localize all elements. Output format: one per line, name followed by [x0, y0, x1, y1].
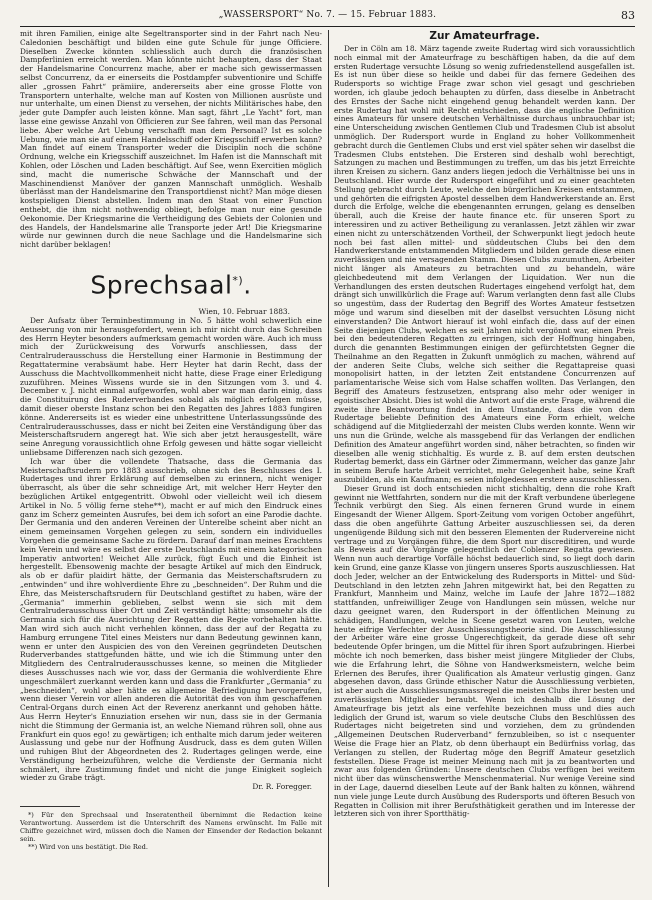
letter-paragraph-1: Der Aufsatz über Terminbestimmung in No. 5 hätte wohl schwerlich eine Aeusserung von mir herausgefordert, wenn ich mir nicht durch das Schreiben des Herrn Heyter besonders aufmerksam gemacht worden wäre. Auch ich muss mich der Zurückweisung des Vorwurfs anschliessen, dass der Centralruderausschuss die Herstellung einer Harmonie in Bestimmung der Regattatermine verabsäumt habe. Herr Heyter hat darin Recht, dass der Ausschuss die Machtvollkommenheit nicht hatte, diese Frage einer Erledigung zuzuführen. Meines Wissens wurde sie in den Sitzungen vom 3. und 4. December v. J. nicht einmal aufgeworfen, wohl aber war man darin einig, dass die Constituirung des Ruderverbandes sobald als möglich erfolgen müsse, damit dieser oberste Instanz schon bei den Regatten des Jahres 1883 fungiren könne. Andererseits ist es wieder eine unbestrittene Unterlassungssünde des Centralruderausschusses, dass er nicht bei Zeiten eine Verständigung über das Meisterschaftsrudern angeregt hat. Wie sich aber jetzt herausgestellt, wäre seine Anregung voraussichtlich ohne Erfolg gewesen und hätte sogar vielleicht unliebsame Differenzen nach sich gezogen. [20, 316, 322, 457]
footnote-mark: *) [232, 273, 244, 287]
article-paragraph-1: Der in Cöln am 18. März tagende zweite Rudertag wird sich voraussichtlich noch einmal mit der Amateurfrage zu beschäftigen haben, da die auf dem ersten Rudertage versuchte Lösung so wenig zufriedenstellend ausgefallen ist. Es ist nun über diese so heikle und dabei für das fernere Gedeihen des Rudersports so wichtige Frage zwar schon viel gesagt und geschrieben worden, ich glaube jedoch behaupten zu dürfen, dass dieselbe in Anbetracht des Ernstes der Sache nicht eingehend genug behandelt werden kann. Der erste Rudertag hat wohl mit Recht entschieden, dass die englische Definition eines Amateurs für unsere deutschen Verhältnisse durchaus unbrauchbar ist; eine Unterscheidung zwischen Gentlemen Club und Tradesmen Club ist absolut unmöglich. Der Rudersport wurde in England zu hoher Vollkommenheit gebracht durch die Gentlemen Clubs und erst viel später sehen wir daselbst die Tradesmen Clubs entstehen. Die Ersteren sind deshalb wohl berechtigt, Satzungen zu machen und Bestimmungen zu treffen, um das bis jetzt Erreichte ihren Kreisen zu sichern. Ganz anders liegen jedoch die Verhältnisse bei uns in Deutschland. Hier wurde der Rudersport eingeführt und zu einer geachteten Stellung gebracht durch Leute, welche den bürgerlichen Kreisen entstammen, und gehörten die eifrigsten Apostel desselben dem Handwerkerstande an. Erst durch die Erfolge, welche die ebengenannten errungen, gelang es denselben überall, auch die Kreise der haute finance etc. für unseren Sport zu interessiren und zu activer Betheiligung zu veranlassen. Jetzt zählen wir zwar einen nicht zu unterschätzenden Vortheil, der Schwerpunkt liegt jedoch heute noch bei fast allen mittel- und süddeutschen Clubs bei den dem Handwerkerstande entstammenden Mitgliedern und bilden gerade diese einen zuverlässigen und nie versagenden Stamm. Diesen Clubs zuzumuthen, Arbeiter nicht länger als Amateurs zu betrachten und zu behandeln, wäre gleichbedeutend mit dem Verlangen der Liquidation. Wer nun die Verhandlungen des ersten deutschen Rudertages eingehend verfolgt hat, dem drängt sich unwillkürlich die Frage auf: Warum verlangten denn fast alle Clubs so ungestüm, dass der Rudertag den Begriff des Wortes Amateur festsetzen möge und warum sind dieselben mit der daselbst versuchten Lösung nicht einverstanden? Die Antwort hierauf ist wohl einfach die, dass auf der einen Seite diejenigen Clubs, welchen es seit Jahren nicht vergönnt war, einen Preis bei den bedeutenderen Regatten zu erringen, sich der Hoffnung hingaben, durch die genannten Bestimmungen einigen der gefürchtetsten Gegner die Theilnahme an den Regatten in Zukunft unmöglich zu machen, während auf der anderen Seite Clubs, welche sich seither die Regattapreise quasi monopolisirt hatten, in der letzten Zeit entstandene Concurrenzen auf parlamentarische Weise sich vom Halse schaffen wollten. Das Verlangen, den Begriff des Amateurs festzusetzen, entsprang also mehr oder weniger in egoistischer Absicht. Dies ist wohl die Antwort auf die erste Frage, während die zweite ihre Beantwortung findet in dem Umstande, dass die von dem Rudertage beliebte Definition des Amateurs eine Form erhielt, welche schädigend auf die Mitgliederzahl der meisten Clubs werden konnte. Wenn wir uns nun die Gründe, welche als massgebend für das Verlangen der endlichen Definition des Amateur angeführt worden sind, näher betrachten, so finden wir dieselben alle wenig stichhaltig. Es wurde z. B. auf dem ersten deutschen Rudertag bemerkt, dass ein Gärtner oder Zimmermann, welcher das ganze Jahr in seinem Berufe harte Arbeit verrichtet, mehr Gelegenheit habe, seine Kraft auszubilden, als ein Kaufmann; es seien infolgedessen erstere auszuschliessen. [334, 44, 635, 485]
letter-paragraph-2: Ich war über die vollendete Thatsache, dass die Germania das Meisterschaftsrudern pro 1883 ausschrieb, ohne sich des Beschlusses des I. Rudertages und ihrer Erklärung auf demselben zu erinnern, nicht weniger überrascht, als über die sehr schneidige Art, mit welcher Herr Heyter den bezüglichen Artikel entgegentritt. Obwohl oder vielleicht weil ich diesem Artikel in No. 5 völlig ferne stehe**), macht er auf mich den Eindruck eines ganz im Scherz gemeinten Ausrufes, bei dem ich sofort an eine Parodie dachte. Der Germania und den anderen Vereinen der Unterelbe scheint aber nicht an einem gemeinsamen Vorgehen gelegen zu sein, sondern ein individuelles Vorgehen die gemeinsame Sache zu fördern. Darauf darf man meines Erachtens kein Verein und wäre es selbst der erste Deutschlands mit einem kategorischen Imperativ antworten! Weichet Alle zurück, fügt Euch und die Einheit ist hergestellt. Ebensowenig machte der besagte Artikel auf mich den Eindruck, als ob er dafür plaidirt hätte, der Germania das Meisterschaftsrudern zu „entwinden“ und ihre wohlverdiente Ehre zu „beschneiden“. Der Ruhm und die Ehre, das Meisterschaftsrudern für Deutschland gestiftet zu haben, wäre der „Germania“ immerhin geblieben, selbst wenn sie sich mit dem Centralruderausschuss über Ort und Zeit verständigt hätte; umsomehr als die Germania sich für die Ausrichtung der Regatten die Regie vorbehalten hätte. Man wird sich auch nicht verhehlen können, dass der auf der Regatta zu Hamburg errungene Titel eines Meisters nur dann Bedeutung gewinnen kann, wenn er unter den Auspicien des von den Vereinen gegründeten Deutschen Ruderverbandes stattgefunden hätte, und wie ich die Stimmung unter den Mitgliedern des Centralruderausschusses kenne, so meinen die Mitglieder dieses Ausschusses nach wie vor, dass der Germania die wohlverdiente Ehre ungeschmälert zuerkannt werden kann und dass die Frankfurter „Germania“ zu „beschneiden“, wohl aber hätte es allgemeine Befriedigung hervorgerufen, wenn dieser Verein vor allen anderen die Autorität des von ihm geschaffenen Central-Organs durch einen Act der Reverenz anerkannt und gehoben hätte. Aus Herrn Heyter's Ennuziation ersehen wir nun, dass sie in der Germania nicht die Stimmung der Germania ist, an welche Niemand rühren soll, ohne aus Frankfurt ein quos ego! zu gewärtigen; ich enthalte mich darum jeder weiteren Auslassung und gebe nur der Hoffnung Ausdruck, dass es dem guten Willen und ruhigen Blut der Abgeordneten des 2. Rudertages gelingen werde, eine Verständigung herbeizuführen, welche die Verdienste der Germania nicht schmälert, ihre Zustimmung findet und nicht die junge Einigkeit sogleich wieder zu Grabe trägt. [20, 456, 322, 783]
page-number: 83 [621, 9, 635, 22]
right-column [334, 30, 635, 819]
article-paragraph-2: Dieser Grund ist doch entschieden nicht stichhaltig, denn die rohe Kraft gewinnt nie Wettfahrten, sondern nur die mit der Kraft verbundene überlegene Technik verbürgt den Sieg. Als einen ferneren Grund wurde in einem Eingesandt der Wiener Allgem. Sport-Zeitung vom vorigen October angeführt, dass die oben angeführte Gattung Arbeiter auszuschliessen sei, da deren ungenügende Bildung sich mit den besseren Elementen der Rudervereine nicht vertrage und zu Vorgängen führe, die dem Sport nur discreditiren, und wurde als Beweis auf die Vorgänge gelegentlich der Coblenzer Regatta gewiesen. Wenn nun auch derartige Vorfälle höchst bedauerlich sind, so liegt doch darin kein Grund, eine ganze Klasse von jüngern unseres Sports auszuschliessen. Hat doch Jeder, welcher an der Entwickelung des Rudersports in Mittel- und Süd-Deutschland in den letzten zehn Jahren mitgewirkt hat, bei den Regatten zu Frankfurt, Mannheim und Mainz, welche im Laufe der Jahre 1872—1882 stattfanden, unfreiwilliger Zeuge von Handlungen sein müssen, welche nur dazu geeignet waren, den Rudersport in der öffentlichen Meinung zu schädigen, Handlungen, welche in Scene gesetzt waren von Leuten, welche heute eifrige Verfechter der Ausschliessungstheorie sind. Die Ausschliessung der Arbeiter wäre eine grosse Ungerechtigkeit, da gerade diese oft sehr bedeutende Opfer bringen, um die Mittel für ihren Sport aufzubringen. Hierbei möchte ich noch bemerken, dass bisher meist jüngere Mitglieder der Clubs, wie die Erfahrung lehrt, die Söhne von Handwerksmeistern, welche beim Erlernen des Berufes, ihrer Qualification als Amateur verlustig gingen. Ganz abgesehen davon, dass Gründe ethischer Natur die Ausschliessung verbieten, ist aber auch die Ausschliessungsmassregel die meisten Clubs ihrer besten und zuverlässigsten Mitglieder beraubt. Wenn ich deshalb die Lösung der Amateurfrage bis jetzt als eine verfehlte bezeichnen muss und dies auch lediglich der Grund ist, warum so viele deutsche Clubs den Beschlüssen des Rudertages nicht beigetreten sind und vorziehen, dem zu gründenden „Allgemeinen Deutschen Ruderverband“ fernzubleiben, so ist c nsequenter Weise die Frage hier an Platz, ob denn überhaupt ein Bedürfniss vorlag, das Verlangen zu stellen, der Rudertag möge den Begriff Amateur gesetzlich feststellen. Diese Frage ist meiner Meinung nach mit ja zu beantworten und zwar aus folgenden Gründen: Unsere deutschen Clubs verfügen bei weitem nicht über das wünschenswerthe Menschenmaterial. Nur wenige Vereine sind in der Lage, dauernd dieselben Leute auf der Bank halten zu können, während nun viele junge Leute durch Ausübung des Rudersports und öfteren Besuch von Regatten in Collision mit ihrer Berufsthätigkeit gerathen und im Interesse der letzteren sich von ihrer Sportthätig- [334, 483, 635, 819]
sprechsaal-title: Sprechsaal [90, 270, 233, 300]
letter-dateline: Wien, 10. Februar 1883. [198, 307, 290, 317]
header-rule [20, 26, 635, 27]
footnotes [20, 811, 322, 851]
continued-article-text: mit ihren Familien, einige alte Segeltransporter sind in der Fahrt nach Neu-Caledonien beschäftigt und bilden eine gute Schule für junge Officiere. Dieselben Zwecke könnten schliesslich auch durch die französischen Dampferlinien erreicht werden. Man könnte nicht behaupten, dass der Staat der Handelsmarine Concurrenz mache, aber er mache sich gewissermassen selbst Concurrenz, da er einerseits die Postdampfer subventionire und Schiffe aller „grossen Fahrt“ prämiire, andererseits aber eine grosse Flotte von Transportern unterhalte, welche man auf Kosten von Millionen ausrüste und nur unterhalte, um einen Dienst zu versehen, der nichts Militärisches habe, den jeder gute Dampfer auch leisten könne. Man sagt, fährt „Le Yacht“ fort, man lasse eine gewisse Anzahl von Officieren zur See fahren, weil man das Personal liebe. Aber welche Art Uebung verschafft man dem Personal? Ist es solche Uebung, wie man sie auf einem Handelsschiff oder Kriegsschiff erwerben kann? Man findet auf einem Transporter weder die Disciplin noch die schöne Ordnung, welche ein Kriegsschiff auszeichnet. Im Hafen ist die Mannschaft mit Kohlen, oder Löschen und Laden beschäftigt. Auf See, wenn Exercitien möglich sind, macht die numerische Schwäche der Mannschaft und der Maschinendienst Manöver der ganzen Mannschaft unmöglich. Weshalb überlässt man der Handelsmarine den Transportdienst nicht? Man möge diesen kostspieligen Dienst abstellen. Indem man den Staat von einer Function enthebt, die ihm nicht nothwendig obliegt, befolge man nur eine gesunde Oekonomie. Der Kriegsmarine die Vertheidigung des Gebiets der Colonien und des Handels, der Handelsmarine alle Transporte jeder Art! Die Kriegsmarine würde nur gewinnen durch die neue Sachlage und die Handelsmarine sich nicht darüber beklagen! [20, 29, 322, 250]
letter-signature: Dr. R. Foregger. [252, 782, 312, 792]
footnote-2: **) Wird von uns bestätigt. Die Red. [28, 843, 148, 852]
sprechsaal-heading: Sprechsaal*). [90, 270, 252, 300]
running-title: „WASSERSPORT“ No. 7. — 15. Februar 1883. [218, 10, 437, 20]
amateurfrage-heading: Zur Amateurfrage. [429, 30, 540, 42]
left-column [20, 30, 322, 851]
page-header [20, 10, 635, 26]
footnote-rule [20, 806, 80, 807]
footnote-1: *) Für den Sprechsaal und Inseratentheil übernimmt die Redaction keine Verantwortung. Ausserdem ist die Unterschrift des Namens erwünscht. Im Falle mit Chiffre gezeichnet wird, müssen doch die Namen der Einsender der Redaction bekannt sein. [20, 811, 322, 844]
column-divider [328, 30, 329, 887]
